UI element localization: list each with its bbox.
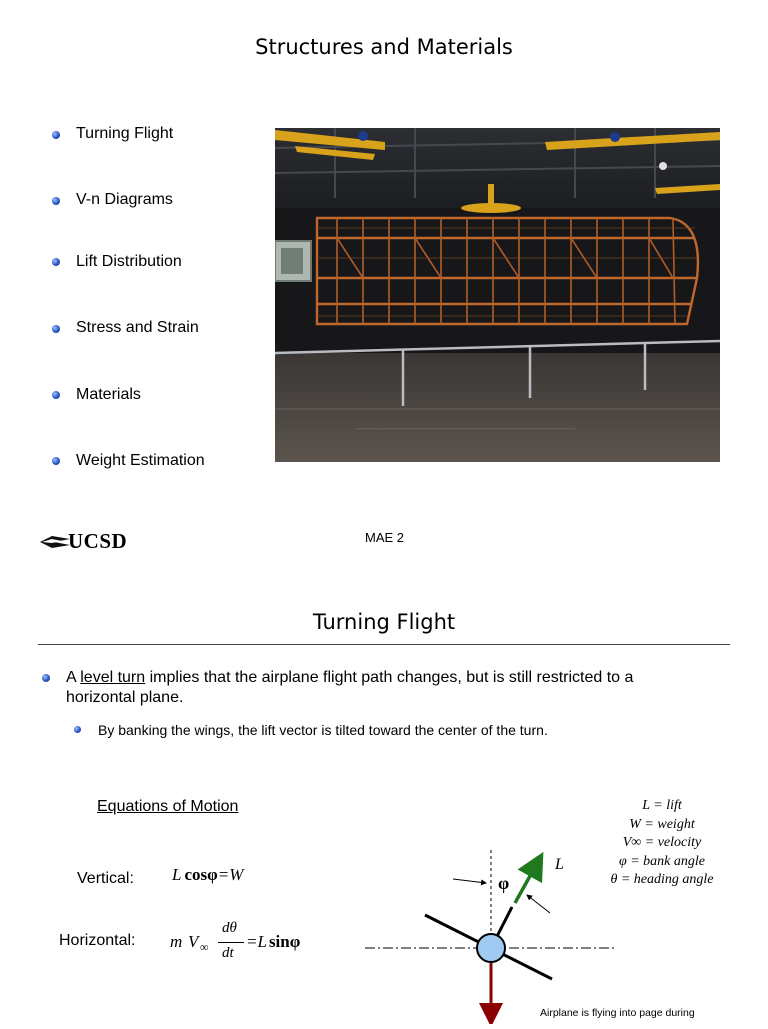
legend-item: L = lift	[642, 798, 682, 813]
bullet-icon	[52, 457, 60, 465]
eq-phi: φ	[207, 865, 218, 884]
legend-item: θ = heading angle	[610, 872, 714, 887]
eq-cos: cos	[184, 865, 208, 884]
phi-label: φ	[498, 873, 510, 893]
bullet-icon	[52, 131, 60, 139]
eq-lift-rhs: =L	[246, 932, 267, 951]
topic-item: Materials	[76, 386, 141, 403]
fraction-bar	[218, 942, 244, 943]
vertical-equation	[172, 865, 243, 885]
slide-title-turning-flight: Turning Flight	[312, 610, 456, 634]
level-turn-paragraph	[66, 668, 706, 708]
wing-structure-photo	[275, 128, 720, 462]
topic-item: Stress and Strain	[76, 319, 199, 336]
eq-denominator: dt	[222, 945, 234, 961]
legend-item: φ = bank angle	[618, 853, 705, 869]
bullet-icon	[42, 674, 50, 682]
topic-item: Lift Distribution	[76, 253, 182, 270]
equations-heading: Equations of Motion	[97, 798, 239, 815]
para-suffix: implies that the airplane flight path changes, but is still restricted to a horizontal plane.	[66, 669, 634, 706]
eq-infinity-subscript: ∞	[200, 940, 209, 954]
diagram-caption: Airplane is flying into page during	[540, 1007, 695, 1019]
eq-rhs	[246, 932, 300, 952]
eq-mass: m	[170, 932, 183, 951]
eq-velocity: V	[188, 932, 199, 951]
para-prefix: A	[66, 669, 81, 686]
bullet-icon	[74, 726, 81, 733]
course-footer: MAE 2	[365, 530, 405, 545]
eq-weight-rhs: =W	[217, 865, 244, 884]
bullet-icon	[52, 325, 60, 333]
horizontal-label: Horizontal:	[59, 932, 136, 949]
topic-item: Turning Flight	[76, 125, 174, 142]
bank-angle-diagram	[360, 845, 620, 1024]
ucsd-logo-text: UCSD	[68, 529, 128, 553]
level-turn-term: level turn	[80, 669, 146, 686]
bullet-icon	[52, 197, 60, 205]
banking-sub-bullet: By banking the wings, the lift vector is tilted toward the center of the turn.	[98, 722, 548, 738]
bullet-icon	[52, 391, 60, 399]
eq-numerator: dθ	[222, 920, 237, 936]
eq-sin: sin	[268, 932, 290, 951]
ucsd-triton-logo-icon	[40, 533, 70, 551]
legend-item: V∞ = velocity	[622, 835, 702, 850]
topic-item: V-n Diagrams	[76, 191, 173, 208]
title-divider	[38, 644, 730, 645]
bullet-icon	[52, 258, 60, 266]
slide-title-structures: Structures and Materials	[255, 35, 513, 59]
topic-item: Weight Estimation	[76, 452, 205, 469]
lift-vector-label: L	[555, 856, 564, 873]
eq-phi-2: φ	[289, 932, 301, 951]
eq-lift-symbol: L	[172, 865, 182, 884]
vertical-label: Vertical:	[77, 870, 134, 887]
legend-item: W = weight	[629, 816, 695, 832]
